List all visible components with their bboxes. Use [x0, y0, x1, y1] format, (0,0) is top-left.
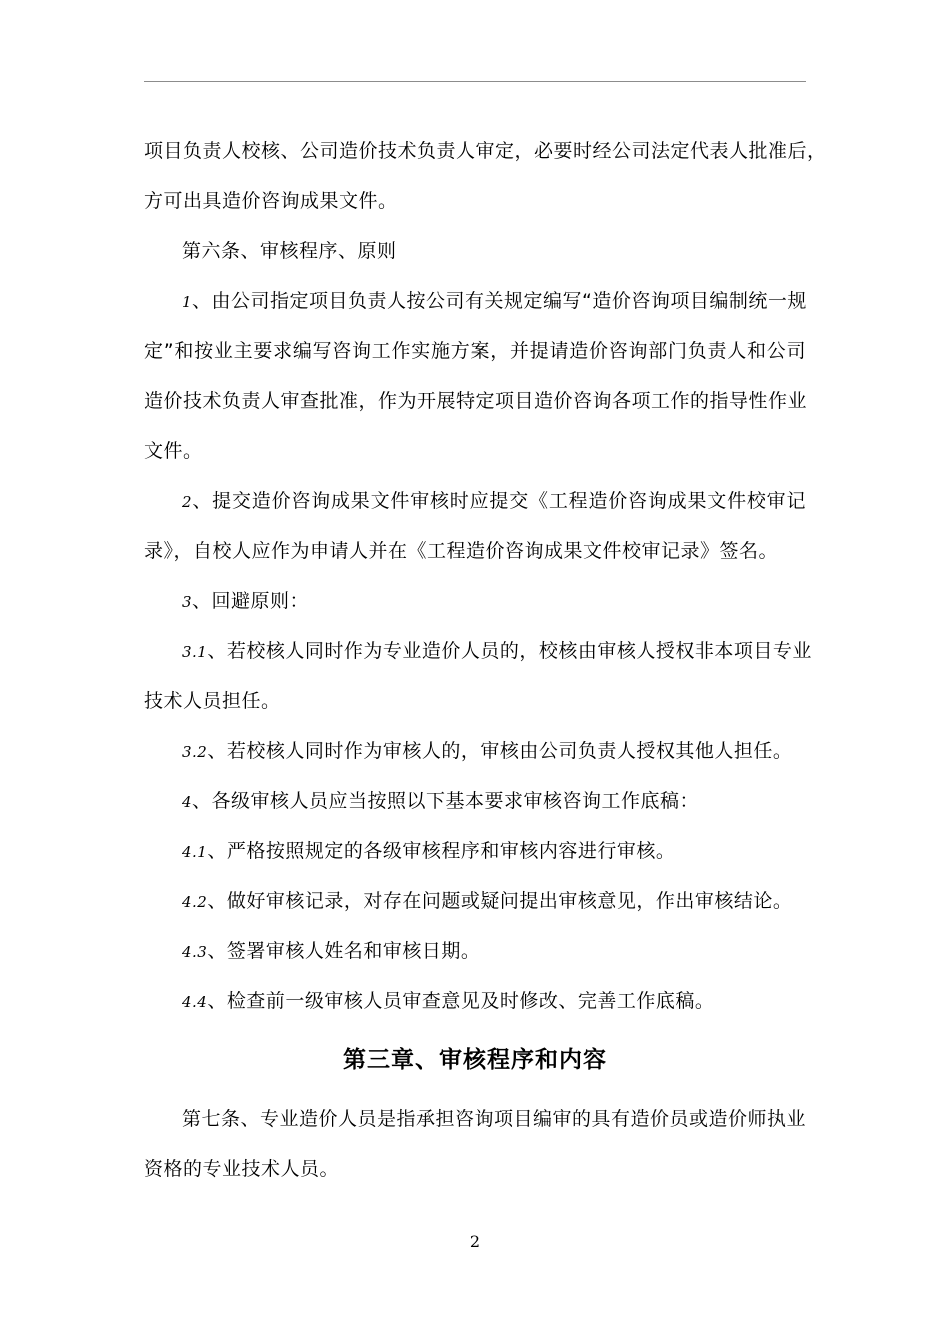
item-text: 、检查前一级审核人员审查意见及时修改、完善工作底稿。 — [207, 990, 715, 1012]
list-item-4-3 — [144, 926, 806, 976]
list-item-4-1 — [144, 826, 806, 876]
item-number: 4.1 — [182, 843, 208, 861]
item-text: 、回避原则： — [192, 590, 310, 612]
list-item-3-1 — [144, 626, 812, 676]
paragraph-line: 定”和按业主要求编写咨询工作实施方案，并提请造价咨询部门负责人和公司 — [144, 340, 806, 362]
header-rule — [144, 81, 806, 82]
item-text: 、若校核人同时作为专业造价人员的，校核由审核人授权非本项目专业 — [207, 640, 812, 662]
chapter-title: 第三章、审核程序和内容 — [343, 1047, 607, 1073]
list-item-1 — [144, 276, 806, 326]
item-text: 、各级审核人员应当按照以下基本要求审核咨询工作底稿： — [192, 790, 700, 812]
body-text — [144, 126, 827, 1194]
article-heading: 第六条、审核程序、原则 — [182, 240, 397, 262]
list-item-4 — [144, 776, 806, 826]
article-paragraph: 第七条、专业造价人员是指承担咨询项目编审的具有造价员或造价师执业 — [182, 1108, 807, 1130]
item-text: 、提交造价咨询成果文件审核时应提交《工程造价咨询成果文件校审记 — [192, 490, 806, 512]
paragraph-line: 文件。 — [144, 440, 203, 462]
list-item-2 — [144, 476, 806, 526]
item-text: 、若校核人同时作为审核人的，审核由公司负责人授权其他人担任。 — [207, 740, 793, 762]
list-item-3-2 — [144, 726, 806, 776]
paragraph-line: 造价技术负责人审查批准，作为开展特定项目造价咨询各项工作的指导性作业 — [144, 390, 808, 412]
list-item-3 — [144, 576, 806, 626]
page-number: 2 — [469, 1232, 481, 1251]
list-item-4-2 — [144, 876, 806, 926]
paragraph-line: 资格的专业技术人员。 — [144, 1158, 340, 1180]
paragraph-line: 录》，自校人应作为申请人并在《工程造价咨询成果文件校审记录》签名。 — [144, 540, 779, 562]
item-text: 、签署审核人姓名和审核日期。 — [207, 940, 481, 962]
item-number: 3 — [182, 593, 193, 611]
item-number: 3.2 — [182, 743, 208, 761]
list-item-4-4 — [144, 976, 806, 1026]
item-number: 1 — [182, 293, 193, 311]
item-text: 、由公司指定项目负责人按公司有关规定编写“造价咨询项目编制统一规 — [192, 290, 807, 312]
item-text: 、严格按照规定的各级审核程序和审核内容进行审核。 — [207, 840, 676, 862]
paragraph-line: 项目负责人校核、公司造价技术负责人审定，必要时经公司法定代表人批准后， — [144, 140, 827, 162]
item-number: 4.3 — [182, 943, 208, 961]
paragraph-line: 技术人员担任。 — [144, 690, 281, 712]
paragraph-line: 方可出具造价咨询成果文件。 — [144, 190, 398, 212]
item-number: 4.2 — [182, 893, 208, 911]
item-number: 2 — [182, 493, 193, 511]
item-text: 、做好审核记录，对存在问题或疑问提出审核意见，作出审核结论。 — [207, 890, 793, 912]
item-number: 4 — [182, 793, 193, 811]
item-number: 3.1 — [182, 643, 208, 661]
item-number: 4.4 — [182, 993, 208, 1011]
